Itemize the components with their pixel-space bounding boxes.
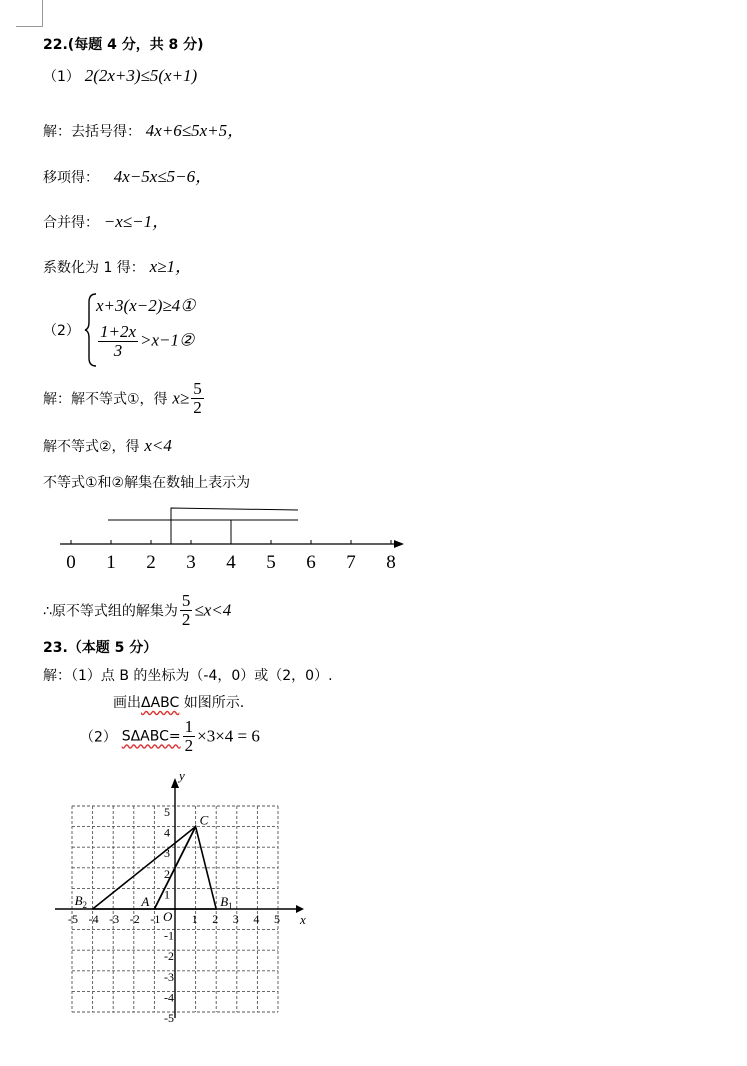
q22-header: 22.(每题 4 分，共 8 分) bbox=[43, 37, 204, 53]
q23-line3-rest: ×3×4 = 6 bbox=[197, 726, 260, 746]
q22-part1-problem: 2(2x+3)≤5(x+1) bbox=[84, 66, 198, 85]
q22-answer-numerator: 5 bbox=[181, 591, 191, 610]
x-tick-label: 4 bbox=[253, 912, 260, 926]
q22-sol1-numerator: 5 bbox=[193, 379, 202, 398]
q23-line3-area: SΔABC= bbox=[121, 728, 181, 745]
q23-line2-triangle: ΔABC bbox=[141, 695, 180, 711]
y-tick-label: 2 bbox=[164, 866, 170, 881]
number-line-tick-label: 6 bbox=[306, 552, 316, 573]
y-tick-label: 1 bbox=[164, 887, 170, 902]
q22-part1 bbox=[43, 66, 197, 86]
y-axis-label: y bbox=[179, 768, 185, 783]
point-b1-letter: B bbox=[220, 894, 229, 909]
x-tick-label: -3 bbox=[109, 912, 120, 926]
q23-line1: 解：（1）点 B 的坐标为（-4，0）或（2，0）. bbox=[43, 668, 333, 684]
number-line-tick-label: 1 bbox=[106, 552, 116, 573]
q22-step2-math: 4x−5x≤5−6， bbox=[113, 167, 213, 186]
q22-step3 bbox=[43, 207, 169, 232]
x-tick-label: -5 bbox=[68, 912, 78, 926]
x-tick-label: -2 bbox=[129, 912, 140, 926]
q22-sol1-denominator: 2 bbox=[193, 398, 202, 417]
q22-step3-math: −x≤−1， bbox=[103, 212, 170, 231]
y-axis-arrow-icon bbox=[171, 778, 179, 788]
point-b2-subscript: 2 bbox=[82, 900, 88, 910]
y-tick-label: -5 bbox=[164, 1011, 174, 1025]
q22-step4 bbox=[43, 252, 192, 277]
y-tick-label: 4 bbox=[164, 825, 170, 840]
x-tick-label: 1 bbox=[191, 912, 198, 926]
q22-answer-rest: ≤x<4 bbox=[194, 600, 232, 620]
solution-ray-x-lt-4 bbox=[171, 520, 231, 544]
y-tick-label: 3 bbox=[164, 846, 170, 861]
x-axis-label: x bbox=[300, 912, 306, 927]
q22-sol2 bbox=[43, 436, 172, 456]
q22-answer-denominator: 2 bbox=[181, 610, 191, 629]
x-tick-label: 3 bbox=[232, 912, 239, 926]
number-line-tick-label: 7 bbox=[346, 552, 356, 573]
q22-step1 bbox=[43, 116, 244, 141]
q22-sol1-label: 解：解不等式①，得 bbox=[43, 391, 168, 408]
y-tick-label: -1 bbox=[164, 928, 174, 943]
q23-header: 23.（本题 5 分） bbox=[43, 640, 158, 656]
q22-step3-label: 合并得： bbox=[43, 215, 99, 231]
point-b2-label bbox=[75, 893, 87, 910]
point-b1-subscript: 1 bbox=[228, 901, 233, 911]
q22-step1-label: 解：去括号得： bbox=[43, 124, 141, 140]
page-corner-mark bbox=[16, 0, 43, 27]
q23-line2-suffix: 如图所示. bbox=[179, 695, 245, 711]
q22-sol1-lhs: x≥ bbox=[172, 388, 190, 408]
y-tick-label: -2 bbox=[164, 949, 174, 964]
q22-answer bbox=[43, 592, 231, 629]
q22-numberline-caption: 不等式①和②解集在数轴上表示为 bbox=[43, 475, 251, 491]
q23-line3-label: （2） bbox=[80, 729, 117, 746]
q22-eq2 bbox=[96, 323, 194, 360]
q23-line2 bbox=[113, 692, 244, 712]
solution-ray-x-ge-2.5 bbox=[171, 508, 298, 544]
number-line-tick-label: 8 bbox=[386, 552, 396, 573]
q22-part1-label: （1） bbox=[43, 69, 80, 85]
point-a-label: A bbox=[141, 894, 150, 909]
q22-eq1: x+3(x−2)≥4① bbox=[96, 296, 196, 315]
q22-step2-label: 移项得： bbox=[43, 170, 99, 186]
y-tick-label: -3 bbox=[164, 969, 174, 984]
graph-tick-labels bbox=[68, 805, 280, 1025]
number-line-tick-label: 3 bbox=[186, 552, 196, 573]
q22-step2 bbox=[43, 162, 212, 187]
number-line-tick-label: 0 bbox=[66, 552, 76, 573]
number-line bbox=[50, 500, 420, 580]
q22-answer-prefix: ∴原不等式组的解集为 bbox=[43, 603, 178, 620]
number-line-tick-label: 2 bbox=[146, 552, 156, 573]
point-c-label: C bbox=[199, 812, 209, 828]
q22-part2-label: （2） bbox=[43, 323, 80, 339]
number-line-ticks bbox=[66, 540, 396, 573]
q22-step4-label: 系数化为 1 得： bbox=[43, 260, 145, 276]
point-b2-letter: B bbox=[74, 893, 83, 908]
x-tick-label: -4 bbox=[88, 912, 99, 926]
q22-eq2-numerator: 1+2x bbox=[100, 322, 137, 341]
x-tick-label: 5 bbox=[274, 912, 280, 926]
point-b1-label bbox=[220, 894, 232, 911]
x-tick-label: 2 bbox=[212, 912, 219, 926]
q22-sol2-label: 解不等式②，得 bbox=[43, 439, 140, 455]
number-line-tick-label: 5 bbox=[266, 552, 276, 573]
q23-line3 bbox=[80, 718, 260, 755]
q23-line3-denominator: 2 bbox=[184, 736, 194, 755]
y-tick-label: 5 bbox=[164, 805, 170, 819]
number-line-arrow-icon bbox=[394, 540, 404, 548]
y-tick-label: -4 bbox=[164, 990, 174, 1005]
q22-step1-math: 4x+6≤5x+5， bbox=[145, 121, 245, 140]
number-line-tick-label: 4 bbox=[226, 552, 236, 573]
q22-eq2-denominator: 3 bbox=[113, 341, 123, 360]
q23-line2-prefix: 画出 bbox=[113, 695, 141, 711]
q22-sol2-math: x<4 bbox=[144, 436, 172, 455]
origin-label: O bbox=[163, 909, 173, 924]
q22-sol1 bbox=[43, 380, 206, 417]
x-tick-label: -1 bbox=[150, 912, 161, 926]
q23-line3-numerator: 1 bbox=[184, 717, 194, 736]
q22-eq2-rest: >x−1② bbox=[140, 330, 195, 350]
coordinate-graph bbox=[50, 768, 320, 1028]
q22-step4-math: x≥1， bbox=[149, 257, 192, 276]
